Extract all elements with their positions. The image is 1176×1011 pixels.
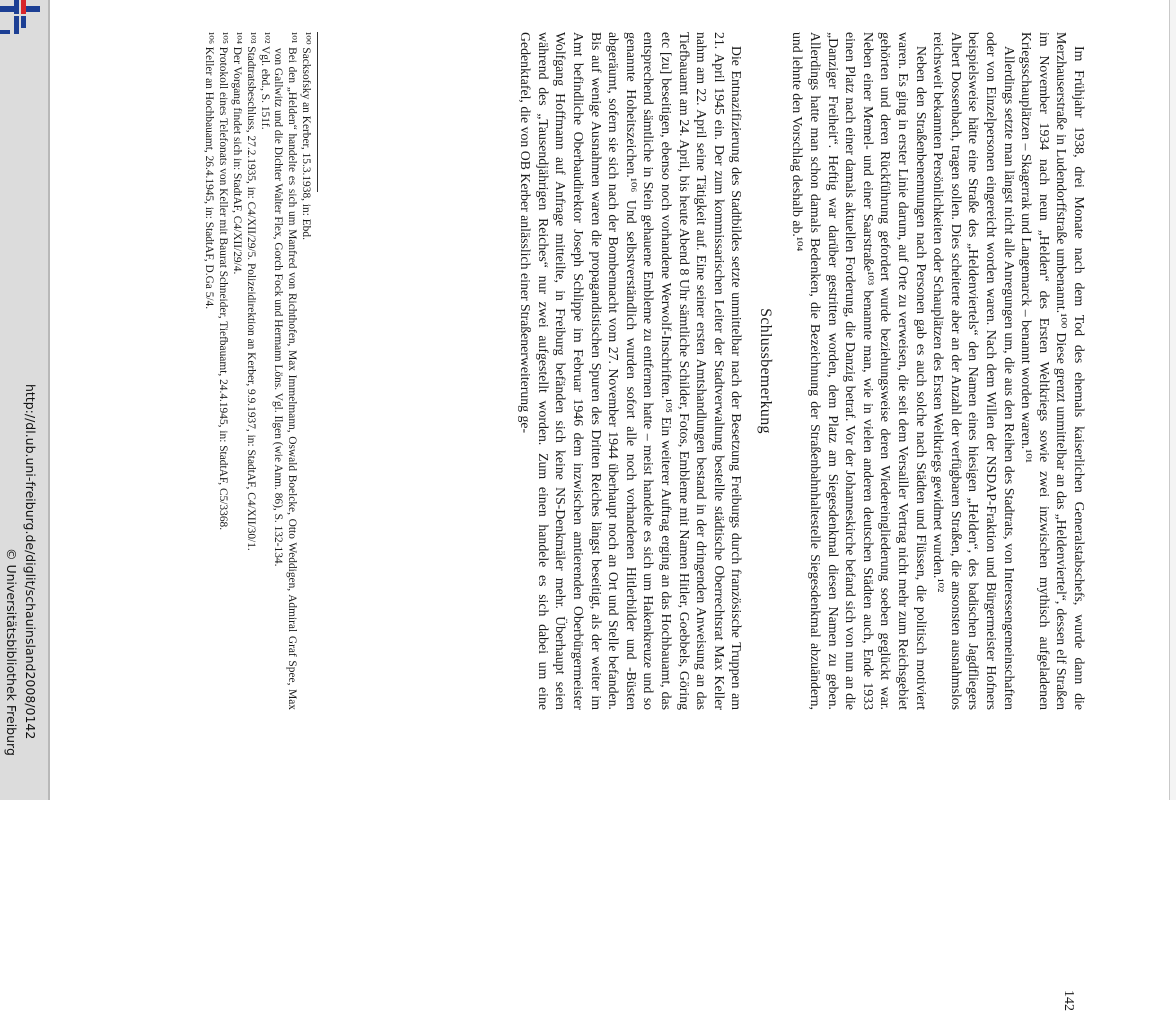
footnotes — [202, 32, 312, 710]
body-paragraph: Allerdings setzte man längst nicht alle Anregungen um, die aus den Reihen des Stadtrats, von Interessengemeinschaften oder von Einzelpersonen eingereicht worden waren. Nach dem Willen der NSDAP-Fraktion und Bürgermeister Hofners beispielsweise hätte eine Straße des „Heldenviertels“ den Namen eines hiesigen „Helden“, des badischen Jagdfliegers Albert Dossenbach, tragen sollen. Dies scheiterte aber an der Anzahl der verfügbaren Straßen, die ansonsten ausnahmslos reichsweit bekannten Persönlichkeiten oder Schauplätzen des Ersten Weltkriegs gewidmet wurden.¹⁰² — [931, 32, 1017, 710]
footnote: ¹⁰¹ Bei den „Helden“ handelte es sich um Manfred von Richthofen, Max Immelmann, Oswald Boelcke, Otto Weddigen, Admiral Graf Spee, Max von Gallwitz und die Dichter Walter Flex, Gorch Fock und Hermann Löns. Vgl. Ilgen (wie Anm. 86), S. 132-134. — [272, 32, 299, 710]
scan-right-edge — [1169, 0, 1176, 800]
body-paragraph: Neben den Straßenbenennungen nach Personen gab es auch solche nach Städten und Flüssen, die politisch motiviert waren. Es ging in erster Linie darum, auf Orte zu verweisen, die seit dem Versailler Vertrag nicht mehr zum Reichsgebiet gehörten und deren Rückführung gefordert wurde beziehungsweise deren Wiedereingliederung soeben geglückt war. Neben einer Memel- und einer Saarstraße¹⁰³ benannte man, wie in vielen anderen deutschen Städten auch, Ende 1933 einen Platz nach einer damals aktuellen Forderung, die Danzig betraf. Vor der Johanneskirche befand sich von nun an die „Danziger Freiheit“. Heftig war darüber gestritten worden, dem Platz am Siegesdenkmal diesen Namen zu geben. Allerdings hatte man schon damals Bedenken, die Bezeichnung der Straßenbahnhaltestelle Siegesdenkmal abzuändern, und lehnte den Vorschlag deshalb ab.¹⁰⁴ — [790, 32, 929, 710]
body-paragraph: Im Frühjahr 1938, drei Monate nach dem Tod des ehemals kaiserlichen Generalstabschefs, wurde dann die Merzhauserstraße in Ludendorffstraße umbenannt.¹⁰⁰ Diese grenzt unmittelbar an das „Heldenviertel“, dessen elf Straßen im November 1934 nach neun „Helden“ des Ersten Weltkriegs sowie zwei inzwischen mythisch aufgeladenen Kriegsschauplätzen – Skagerrak und Langemarck – benannt worden waren.¹⁰¹ — [1019, 32, 1087, 710]
footnote-divider — [317, 32, 318, 192]
main-text — [517, 32, 1088, 710]
footnote: ¹⁰⁵ Protokoll eines Telefonats von Keller mit Baurat Schneider, Tiefbauamt, 24.4.1945, in: StadtAF, C5/3368. — [217, 32, 230, 531]
footnote: ¹⁰⁶ Keller an Hochbauamt, 26.4.1945, in: StadtAF, D.Ga 5/4. — [203, 32, 216, 310]
scan-page-edge — [48, 0, 50, 800]
footnote: ¹⁰² Vgl. ebd., S. 151f. — [258, 32, 271, 130]
permalink-url[interactable]: http://dl.ub.uni-freiburg.de/diglit/schauinsland2008/0142 — [23, 384, 38, 740]
conclusion-paragraph: Die Entnazifizierung des Stadtbildes setzte unmittelbar nach der Besetzung Freiburgs durch französische Truppen am 21. April 1945 ein. Der zum kommissarischen Leiter der Stadtverwaltung bestellte städtische Oberrechtsrat Max Keller nahm am 22. April seine Tätigkeit auf. Eine seiner ersten Amtshandlungen bestand in der dringenden Anweisung an das Tiefbauamt am 24. April, bis heute Abend 8 Uhr sämtliche Schilder, Fotos, Embleme mit Namen Hitler, Goebbels, Göring etc [zu] beseitigen, ebenso noch vorhandene Werwolf-Inschriften.¹⁰⁵ Ein weiterer Auftrag erging an das Hochbauamt, das entsprechend sämtliche in Stein gehauene Embleme zu entfernen hatte – meist handelte es sich um Hakenkreuze und so genannte Hoheitszeichen.¹⁰⁶ Und selbstverständlich wurden sofort alle noch vorhandenen Hitlerbilder und -Büsten abgeräumt, sofern sie sich nach der Bombennacht vom 27. November 1944 überhaupt noch an Ort und Stelle befanden. Bis auf wenige Ausnahmen waren die propagandistischen Spuren des Dritten Reiches längst beseitigt, als der weiter im Amt befindliche Oberbaudirektor Joseph Schlippe im Februar 1946 dem inzwischen amtierenden Oberbürgermeister Wolfgang Hoffmann auf Anfrage mitteilte, in Freiburg befänden sich keine NS-Denkmäler mehr. Überhaupt seien während des „Tausendjährigen Reiches“ nur zwei aufgestellt worden. Zum einen handele es sich dabei um eine Gedenktafel, die von OB Kerber anlässlich einer Straßenerweiterung ge- — [518, 32, 745, 710]
scanned-page — [122, 32, 1088, 1011]
footnote: ¹⁰³ Stadtratsbeschluss, 27.2.1935, in: C4/XII/29/5. Polizeidirektion an Kerber, 9.9.1937, in: StadtAF, C4/XII/30/1. — [244, 32, 257, 551]
page-number: 142 — [1061, 990, 1076, 1011]
section-heading: Schlussbemerkung — [756, 308, 774, 434]
copyright-notice: © Universitätsbibliothek Freiburg — [4, 548, 19, 756]
page-content — [122, 32, 1088, 1011]
footnote: ¹⁰⁰ Sacksofsky an Kerber, 15.3.1938, in: Ebd. — [300, 32, 312, 240]
permalink-bar — [0, 0, 48, 800]
footnote: ¹⁰⁴ Der Vorgang findet sich in: StadtAF, C4/XII/29/4. — [231, 32, 244, 275]
